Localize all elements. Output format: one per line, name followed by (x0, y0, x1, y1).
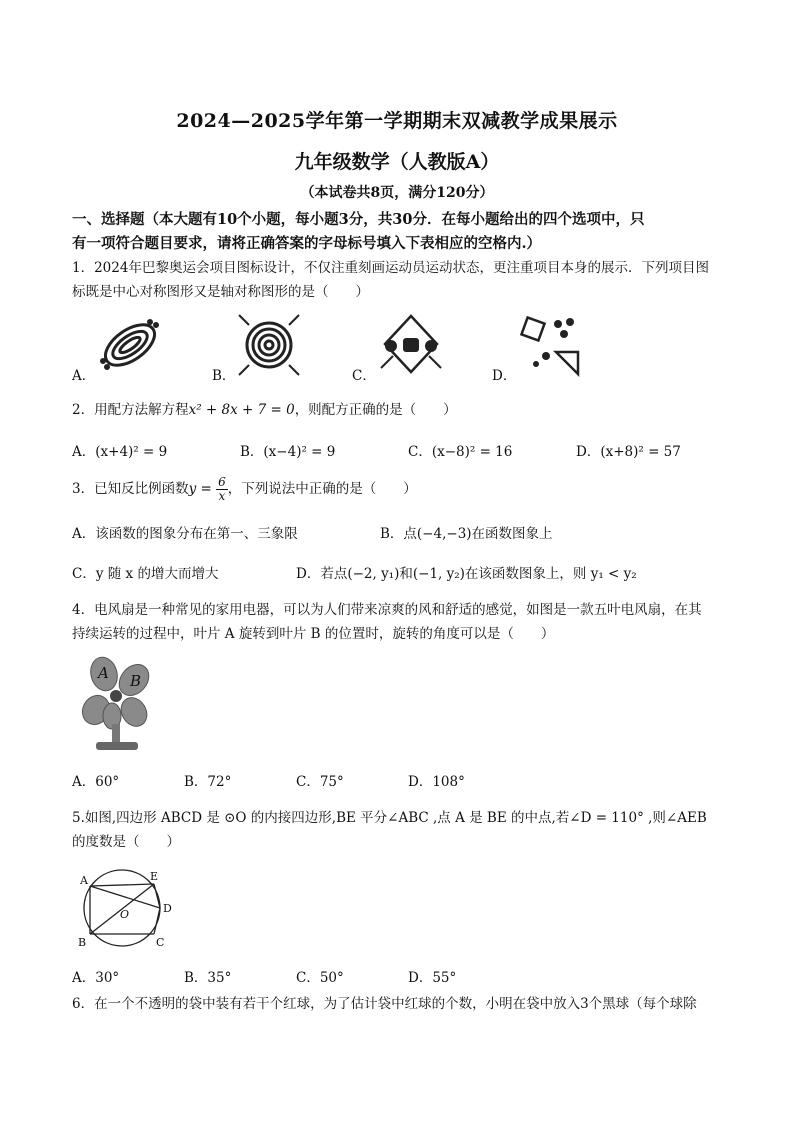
q6-line1: 6．在一个不透明的袋中装有若干个红球，为了估计袋中红球的个数，小明在袋中放入3个黑球（每个球除 (72, 996, 697, 1012)
q4-option-a[interactable]: A．60° (72, 774, 120, 790)
exam-note: （本试卷共8页，满分120分） (300, 185, 494, 201)
q4-option-b[interactable]: B．72° (184, 774, 232, 790)
q5-option-a[interactable]: A．30° (72, 970, 120, 986)
question-2 (72, 398, 732, 422)
q2-stem-pre: 2．用配方法解方程 (72, 402, 189, 418)
q4-line2: 持续运转的过程中，叶片 A 旋转到叶片 B 的位置时，旋转的角度可以是（ ） (72, 626, 555, 642)
section-heading (72, 208, 732, 256)
q2-option-a[interactable]: A．(x+4)² = 9 (72, 444, 168, 460)
section-heading-line2: 有一项符合题目要求，请将正确答案的字母标号填入下表相应的空格内.） (72, 235, 542, 252)
point-label-b: B (78, 936, 87, 949)
q3-option-b[interactable]: B．点(−4,−3)在函数图象上 (380, 526, 553, 542)
q1-option-c[interactable]: C． (352, 368, 376, 384)
q2-option-d[interactable]: D．(x+8)² = 57 (576, 444, 681, 460)
section-heading-line1: 一、选择题（本大题有10个小题，每小题3分，共30分．在每小题给出的四个选项中，只 (72, 211, 645, 228)
question-6 (72, 992, 732, 1016)
running-track-icon (95, 312, 165, 377)
q3-fraction (216, 476, 228, 503)
question-5 (72, 806, 732, 854)
q1-line1: 1．2024年巴黎奥运会项目图标设计，不仅注重刻画运动员运动状态，更注重项目本身的展示．下列项目图 (72, 260, 709, 276)
q4-line1: 4．电风扇是一种常见的家用电器，可以为人们带来凉爽的风和舒适的感觉，如图是一款五叶电风扇，在其 (72, 602, 702, 618)
inscribed-quadrilateral-figure (72, 866, 176, 950)
q1-option-d[interactable]: D． (492, 368, 517, 384)
point-label-a: A (80, 874, 88, 887)
q3-option-d[interactable]: D．若点(−2, y₁)和(−1, y₂)在该函数图象上，则 y₁ < y₂ (296, 566, 637, 582)
q2-option-c[interactable]: C．(x−8)² = 16 (408, 444, 513, 460)
question-1 (72, 256, 732, 304)
point-label-e: E (150, 870, 159, 883)
archery-target-icon (235, 311, 303, 379)
q5-line2: 的度数是（ ） (72, 834, 180, 850)
q3-option-a[interactable]: A．该函数的图象分布在第一、三象限 (72, 526, 298, 542)
q1-line2: 标既是中心对称图形又是轴对称图形的是（ ） (72, 284, 369, 300)
q4-option-d[interactable]: D．108° (408, 774, 465, 790)
fan-blade-label-b: B (130, 672, 142, 690)
q2-stem-post: ，则配方正确的是（ ） (294, 402, 457, 418)
q3-stem-post: ，下列说法中正确的是（ ） (227, 481, 417, 497)
q3-y: y = (188, 481, 212, 497)
q3-frac-den: x (218, 489, 226, 503)
exam-subtitle: 九年级数学（人教版A） (294, 151, 500, 173)
q2-option-b[interactable]: B．(x−4)² = 9 (240, 444, 336, 460)
q3-stem-pre: 3．已知反比例函数 (72, 481, 189, 497)
exam-title: 2024—2025学年第一学期期末双减教学成果展示 (176, 110, 618, 132)
point-label-o: O (120, 908, 130, 921)
q3-option-c[interactable]: C．y 随 x 的增大而增大 (72, 566, 219, 582)
skateboard-icon (518, 312, 586, 378)
q5-option-b[interactable]: B．35° (184, 970, 232, 986)
q4-option-c[interactable]: C．75° (296, 774, 344, 790)
q3-frac-num: 6 (218, 475, 226, 489)
point-label-d: D (163, 902, 172, 915)
electric-fan-figure (74, 654, 160, 758)
q1-option-a[interactable]: A． (72, 368, 96, 384)
q5-option-d[interactable]: D．55° (408, 970, 457, 986)
question-4 (72, 598, 732, 646)
q1-option-b[interactable]: B． (212, 368, 236, 384)
point-label-c: C (156, 936, 165, 949)
fencing-icon (375, 310, 447, 380)
fan-blade-label-a: A (98, 664, 109, 682)
question-3 (72, 476, 732, 503)
q5-line1: 5.如图,四边形 ABCD 是 ⊙O 的内接四边形,BE 平分∠ABC ,点 A 是 BE 的中点,若∠D = 110° ,则∠AEB (72, 810, 707, 826)
q2-equation: x² + 8x + 7 = 0 (188, 402, 295, 418)
q5-option-c[interactable]: C．50° (296, 970, 344, 986)
